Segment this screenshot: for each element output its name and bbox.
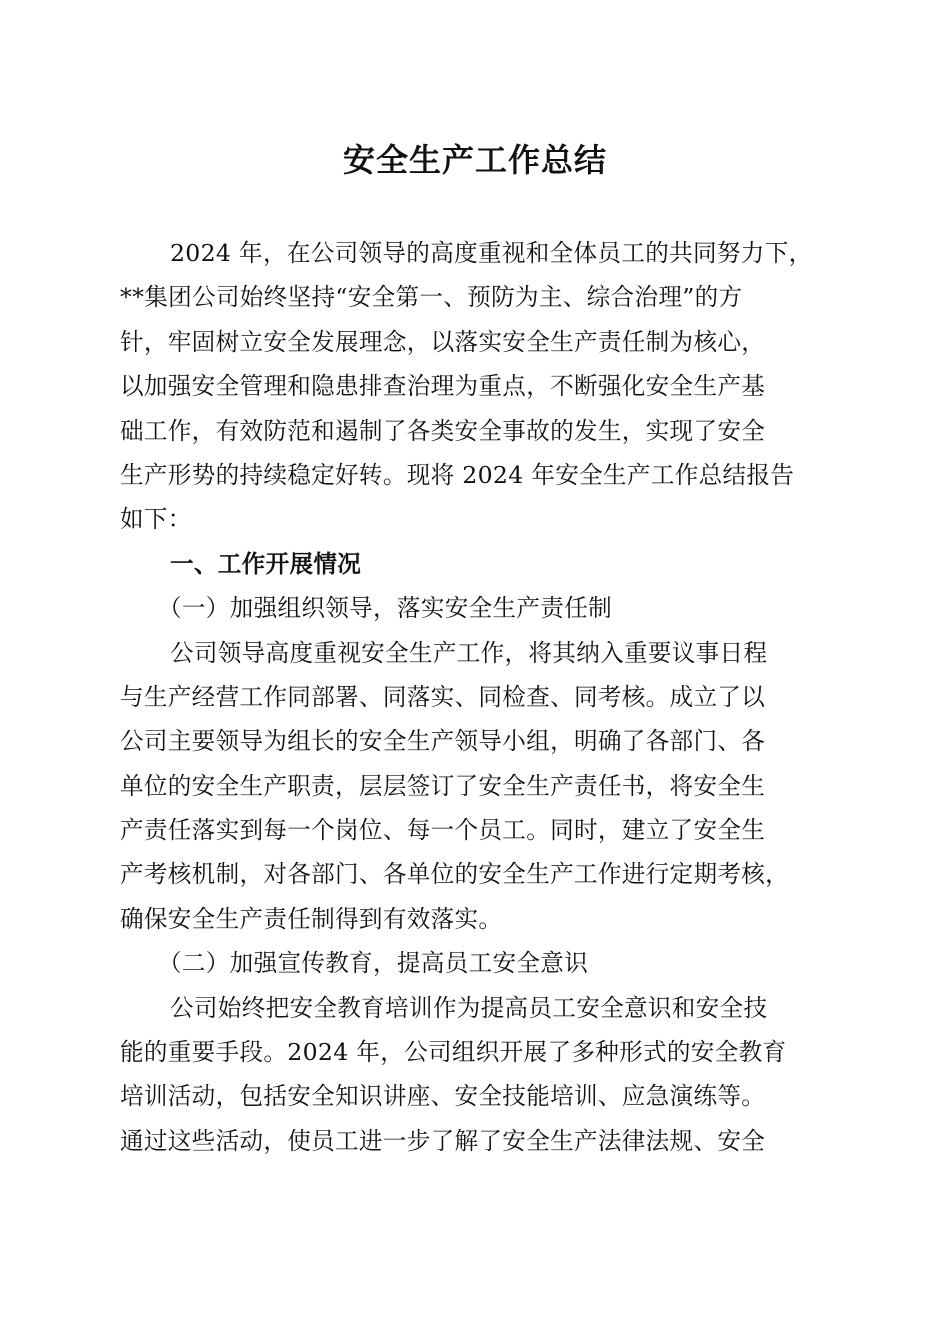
text-line: 确保安全生产责任制得到有效落实。 [120, 904, 503, 933]
document-body [120, 231, 840, 1163]
text-line: 能的重要手段。2024 年，公司组织开展了多种形式的安全教育 [120, 1038, 787, 1067]
text-line: 2024 年，在公司领导的高度重视和全体员工的共同努力下， [170, 239, 813, 267]
text-line: 单位的安全生产职责，层层签订了安全生产责任书，将安全生 [120, 771, 766, 800]
section-heading [120, 542, 840, 586]
text-line: 如下： [120, 505, 192, 534]
text-line: 通过这些活动，使员工进一步了解了安全生产法律法规、安全 [120, 1126, 766, 1155]
document-title: 安全生产工作总结 [342, 141, 607, 179]
text-line: 以加强安全管理和隐患排查治理为重点，不断强化安全生产基 [120, 372, 766, 401]
paragraph [120, 986, 840, 1164]
subsection-heading [120, 586, 840, 630]
text-line: 产责任落实到每一个岗位、每一个员工。同时，建立了安全生 [120, 816, 766, 845]
text-line: 公司主要领导为组长的安全生产领导小组，明确了各部门、各 [120, 727, 766, 756]
paragraph [120, 231, 840, 542]
text-line: 公司始终把安全教育培训作为提高员工安全意识和安全技 [170, 993, 768, 1022]
text-line: 产考核机制，对各部门、各单位的安全生产工作进行定期考核， [120, 860, 790, 889]
text-line: （一）加强组织领导，落实安全生产责任制 [158, 594, 612, 623]
text-line: **集团公司始终坚持“安全第一、预防为主、综合治理”的方 [120, 283, 743, 312]
text-line: （二）加强宣传教育，提高员工安全意识 [158, 949, 589, 978]
text-line: 生产形势的持续稳定好转。现将 2024 年安全生产工作总结报告 [120, 460, 795, 489]
paragraph [120, 631, 840, 942]
subsection-heading [120, 941, 840, 985]
text-line: 培训活动，包括安全知识讲座、安全技能培训、应急演练等。 [120, 1082, 766, 1111]
text-line: 与生产经营工作同部署、同落实、同检查、同考核。成立了以 [120, 682, 766, 711]
text-line: 础工作，有效防范和遏制了各类安全事故的发生，实现了安全 [120, 416, 766, 445]
text-line: 针，牢固树立安全发展理念，以落实安全生产责任制为核心， [120, 327, 766, 356]
text-line: 公司领导高度重视安全生产工作，将其纳入重要议事日程 [170, 638, 768, 667]
text-line: 一、工作开展情况 [170, 549, 362, 578]
